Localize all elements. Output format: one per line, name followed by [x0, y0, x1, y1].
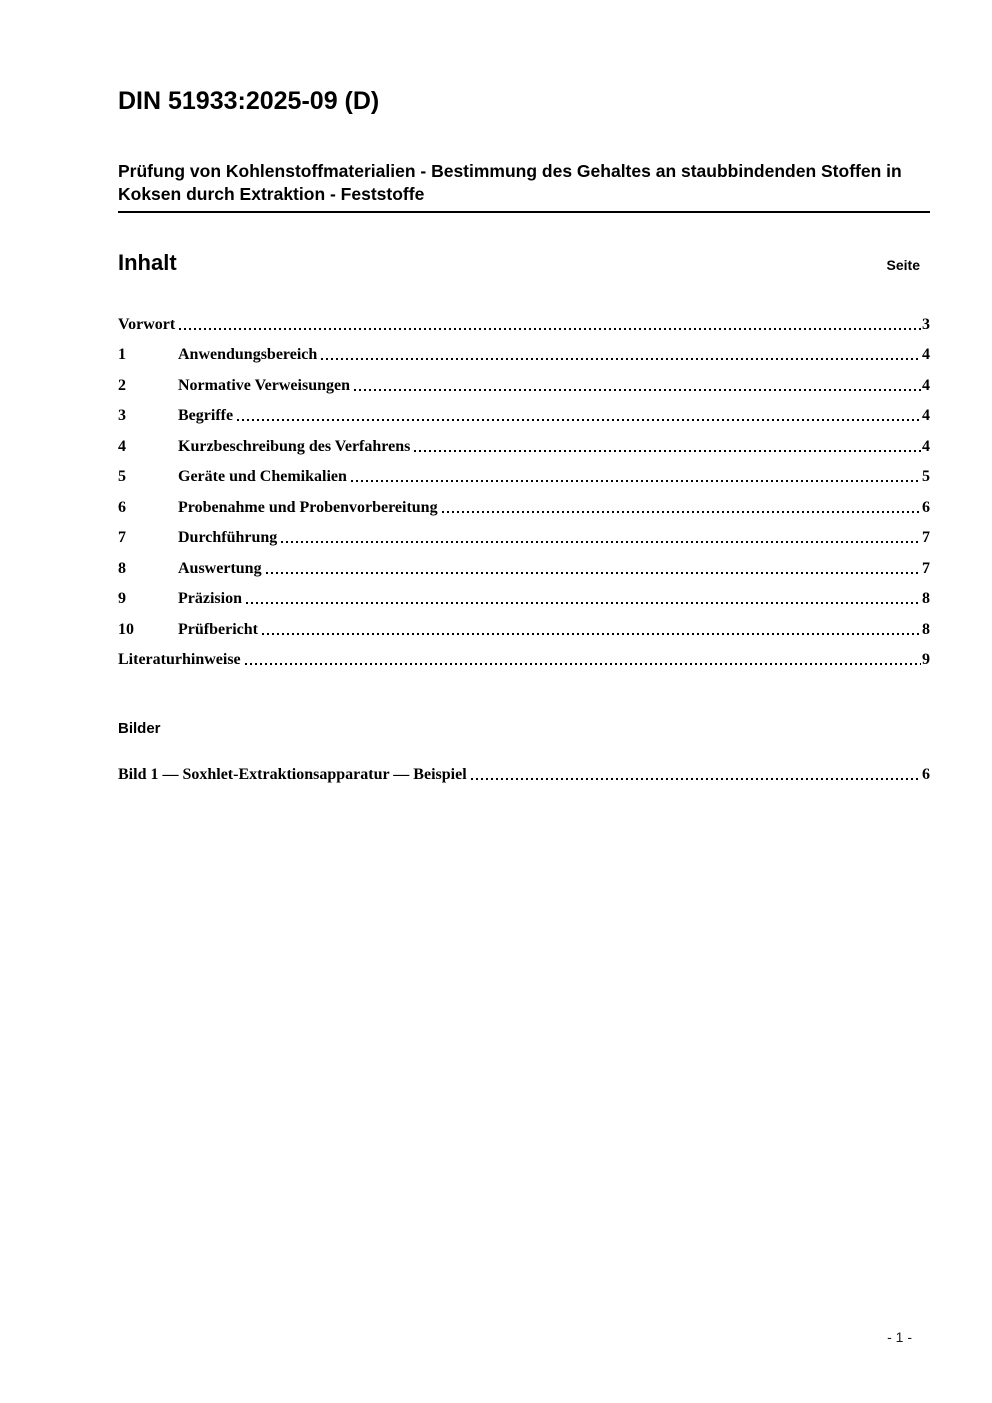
dot-leader: [354, 389, 921, 391]
page-column-label: Seite: [886, 257, 920, 273]
dot-leader: [245, 663, 921, 665]
toc-entry-label: Geräte und Chemikalien: [178, 468, 347, 485]
toc-entry: [118, 578, 930, 609]
figure-list: [118, 753, 930, 784]
toc-entry-label: Auswertung: [178, 559, 262, 577]
toc-entry: [118, 334, 930, 365]
toc-entry-page: 9: [922, 651, 930, 668]
toc-entry-label: Probenahme und Probenvorbereitung: [178, 498, 438, 516]
toc-entry: [118, 486, 930, 517]
toc-entry-page: 4: [922, 376, 930, 394]
toc-entry-page: 8: [922, 620, 930, 638]
toc-entry-number: 4: [118, 437, 126, 455]
figure-entry: [118, 753, 930, 784]
dot-leader: [179, 328, 921, 330]
dot-leader: [262, 633, 921, 635]
dot-leader: [321, 358, 921, 360]
figures-heading: Bilder: [118, 720, 161, 737]
toc-entry-page: 7: [922, 529, 930, 546]
toc-entry: [118, 517, 930, 548]
toc-entry: [118, 639, 930, 670]
toc-entry-label: Literaturhinweise: [118, 651, 241, 668]
toc-entry-label: Kurzbeschreibung des Verfahrens: [178, 437, 411, 455]
toc-entry-number: 1: [118, 346, 126, 363]
toc-entry: [118, 303, 930, 334]
toc-entry-label: Begriffe: [178, 407, 234, 424]
toc-entry-number: 7: [118, 529, 126, 546]
document-title: Prüfung von Kohlenstoffmaterialien - Bestimmung des Gehaltes an staubbindenden Stoffen in Koksen durch Extraktion - Feststoffe: [118, 160, 930, 213]
toc-entry-page: 3: [922, 315, 930, 333]
toc-entry: [118, 608, 930, 639]
toc-entry-number: 2: [118, 376, 126, 394]
dot-leader: [414, 450, 921, 452]
figure-entry-page: 6: [922, 765, 930, 783]
toc-entry-number: 3: [118, 407, 126, 424]
dot-leader: [237, 419, 921, 421]
toc-entry-number: 6: [118, 498, 126, 516]
dot-leader: [442, 511, 921, 513]
toc-entry-page: 8: [922, 590, 930, 607]
figure-entry-label: Bild 1 — Soxhlet-Extraktionsapparatur — Beispiel: [118, 765, 467, 783]
toc-header: [118, 249, 930, 276]
toc-entry-number: 9: [118, 590, 126, 607]
toc-entry-label: Durchführung: [178, 529, 278, 546]
toc-entry-label: Normative Verweisungen: [178, 376, 350, 394]
toc-entry-page: 5: [922, 468, 930, 485]
toc-entry-page: 6: [922, 498, 930, 516]
dot-leader: [281, 541, 921, 543]
toc-entry-number: 10: [118, 620, 134, 638]
toc-entry-label: Präzision: [178, 590, 242, 607]
toc-list: [118, 303, 930, 669]
page-number-footer: - 1 -: [887, 1329, 912, 1345]
toc-entry-page: 7: [922, 559, 930, 577]
toc-entry-number: 8: [118, 559, 126, 577]
document-number: DIN 51933:2025-09 (D): [118, 87, 380, 115]
toc-entry-page: 4: [922, 437, 930, 455]
toc-entry-label: Prüfbericht: [178, 620, 258, 638]
toc-entry-label: Vorwort: [118, 315, 176, 333]
toc-entry-page: 4: [922, 407, 930, 424]
dot-leader: [471, 778, 921, 780]
dot-leader: [351, 480, 921, 482]
dot-leader: [266, 572, 921, 574]
toc-entry: [118, 425, 930, 456]
toc-entry-page: 4: [922, 346, 930, 363]
toc-entry-number: 5: [118, 468, 126, 485]
toc-heading: Inhalt: [118, 250, 177, 275]
toc-entry-label: Anwendungsbereich: [178, 346, 318, 363]
toc-entry: [118, 456, 930, 487]
toc-entry: [118, 395, 930, 426]
page-content: [118, 0, 930, 784]
toc-entry: [118, 547, 930, 578]
toc-entry: [118, 364, 930, 395]
dot-leader: [246, 602, 921, 604]
